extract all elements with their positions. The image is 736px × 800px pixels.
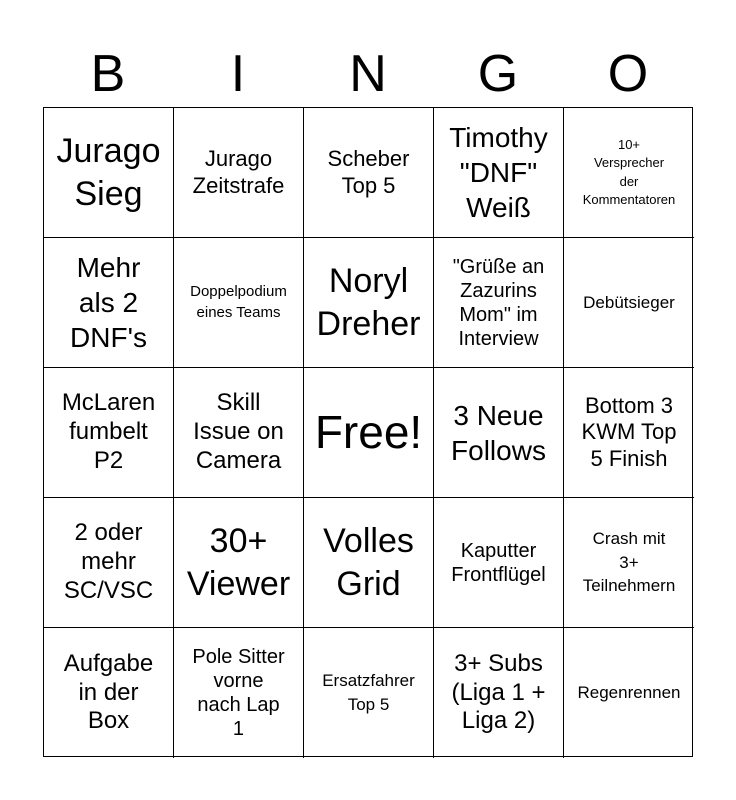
bingo-cell-19[interactable]: Kaputter Frontflügel [434, 498, 564, 628]
bingo-board [43, 107, 693, 757]
bingo-cell-21[interactable]: Aufgabe in der Box [44, 628, 174, 758]
bingo-cell-7[interactable]: Doppelpodium eines Teams [174, 238, 304, 368]
bingo-cell-6[interactable]: Mehr als 2 DNF's [44, 238, 174, 368]
bingo-free-space[interactable]: Free! [304, 368, 434, 498]
bingo-cell-25[interactable]: Regenrennen [577, 683, 681, 703]
bingo-cell-4[interactable]: Timothy "DNF" Weiß [434, 108, 564, 238]
bingo-cell-17[interactable]: 30+ Viewer [174, 498, 304, 628]
bingo-cell-12[interactable]: Skill Issue on Camera [174, 368, 304, 498]
header-letter-i: I [230, 45, 246, 103]
bingo-cell-11[interactable]: McLaren fumbelt P2 [44, 368, 174, 498]
bingo-cell-22[interactable]: Pole Sitter vorne nach Lap 1 [174, 628, 304, 758]
bingo-cell-3[interactable]: Scheber Top 5 [304, 108, 434, 238]
bingo-cell-24[interactable]: 3+ Subs (Liga 1 + Liga 2) [434, 628, 564, 758]
header-letter-g: G [477, 45, 519, 103]
bingo-cell-23[interactable]: Ersatzfahrer Top 5 [304, 628, 434, 758]
bingo-cell-5[interactable]: 10+ Versprecher der Kommentatoren [564, 108, 694, 238]
bingo-header [43, 40, 693, 108]
bingo-cell-16[interactable]: 2 oder mehr SC/VSC [44, 498, 174, 628]
bingo-cell-10[interactable]: Debütsieger [564, 238, 694, 368]
bingo-cell-18[interactable]: Volles Grid [304, 498, 434, 628]
header-letter-b: B [90, 45, 126, 103]
bingo-cell-1[interactable]: Jurago Sieg [44, 108, 174, 238]
header-letter-n: N [349, 45, 387, 103]
bingo-cell-15[interactable]: Bottom 3 KWM Top 5 Finish [564, 368, 694, 498]
bingo-cell-20[interactable]: Crash mit 3+ Teilnehmern [564, 498, 694, 628]
bingo-cell-9[interactable]: "Grüße an Zazurins Mom" im Interview [434, 238, 564, 368]
bingo-cell-14[interactable]: 3 Neue Follows [434, 368, 564, 498]
bingo-cell-8[interactable]: Noryl Dreher [304, 238, 434, 368]
bingo-cell-2[interactable]: Jurago Zeitstrafe [174, 108, 304, 238]
header-letter-o: O [607, 45, 649, 103]
